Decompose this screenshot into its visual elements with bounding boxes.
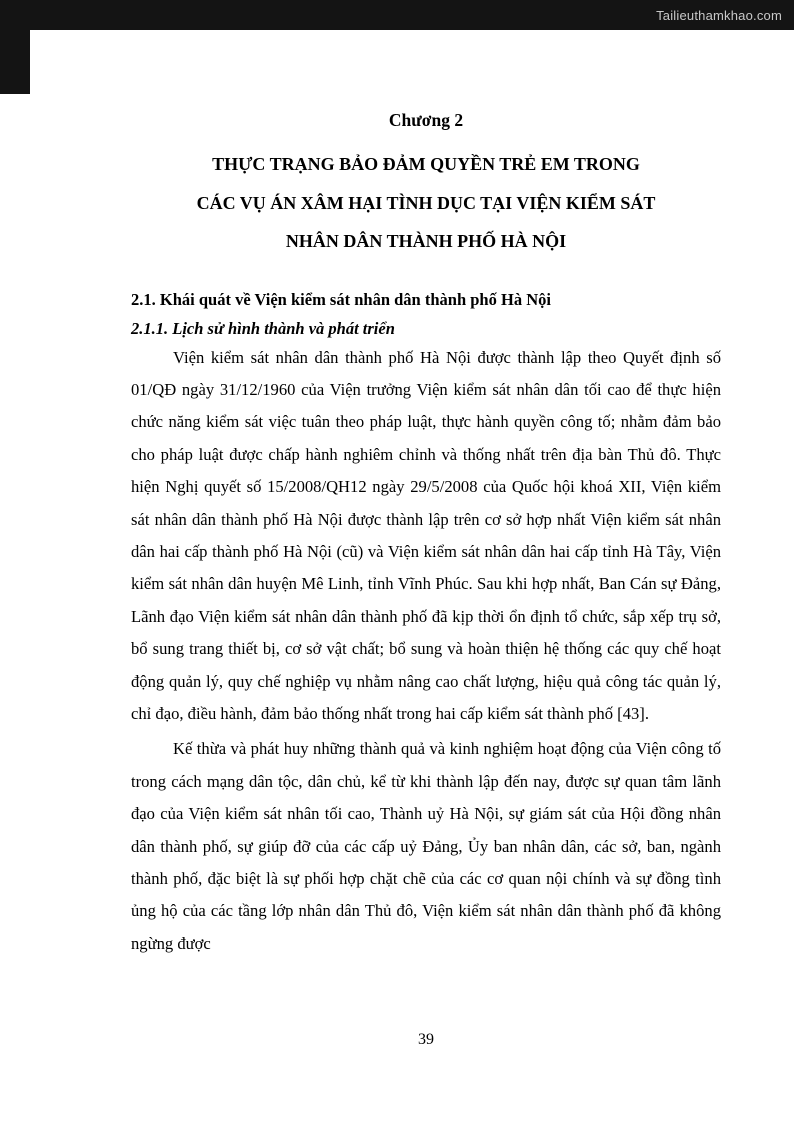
body-paragraph-1: Viện kiểm sát nhân dân thành phố Hà Nội được thành lập theo Quyết định số 01/QĐ ngày 31/12/1960 của Viện trưởng Viện kiểm sát nhân dân tối cao để thực hiện chức năng kiểm sát việc tuân theo pháp luật, thực hành quyền công tố; nhằm đảm bảo cho pháp luật được chấp hành nghiêm chỉnh và thống nhất trên địa bàn Thủ đô. Thực hiện Nghị quyết số 15/2008/QH12 ngày 29/5/2008 của Quốc hội khoá XII, Viện kiểm sát nhân dân thành phố Hà Nội được thành lập trên cơ sở hợp nhất Viện kiểm sát nhân dân hai cấp thành phố Hà Nội (cũ) và Viện kiểm sát nhân dân hai cấp tỉnh Hà Tây, Viện kiểm sát nhân dân huyện Mê Linh, tỉnh Vĩnh Phúc. Sau khi hợp nhất, Ban Cán sự Đảng, Lãnh đạo Viện kiểm sát nhân dân thành phố đã kịp thời ổn định tổ chức, sắp xếp trụ sở, bổ sung trang thiết bị, cơ sở vật chất; bổ sung và hoàn thiện hệ thống các quy chế hoạt động quản lý, quy chế nghiệp vụ nhằm nâng cao chất lượng, hiệu quả công tác quản lý, chỉ đạo, điều hành, đảm bảo thống nhất trong hai cấp kiểm sát thành phố [43]. bbox=[131, 347, 721, 723]
body-paragraph-2: Kế thừa và phát huy những thành quả và kinh nghiệm hoạt động của Viện công tố trong cách mạng dân tộc, dân chủ, kể từ khi thành lập đến nay, được sự quan tâm lãnh đạo của Viện kiểm sát nhân tối cao, Thành uỷ Hà Nội, sự giám sát của Hội đồng nhân dân thành phố, sự giúp đỡ của các cấp uỷ Đảng, Ủy ban nhân dân, các sở, ban, ngành thành phố, đặc biệt là sự phối hợp chặt chẽ của các cơ quan nội chính và sự đồng tình ủng hộ của các tầng lớp nhân dân Thủ đô, Viện kiểm sát nhân dân thành phố đã không ngừng được bbox=[131, 739, 721, 953]
chapter-label: Chương 2 bbox=[388, 110, 464, 130]
subsection-heading: 2.1.1. Lịch sử hình thành và phát triển bbox=[131, 318, 395, 338]
document-title-line-2: CÁC VỤ ÁN XÂM HẠI TÌNH DỤC TẠI VIỆN KIỂM SÁT bbox=[196, 192, 656, 213]
section-heading: 2.1. Khái quát về Viện kiểm sát nhân dân thành phố Hà Nội bbox=[131, 289, 551, 309]
page-content bbox=[131, 0, 721, 960]
top-left-corner-block bbox=[0, 30, 30, 94]
watermark-site-label: Tailieuthamkhao.com bbox=[656, 7, 782, 23]
document-title-line-3: NHÂN DÂN THÀNH PHỐ HÀ NỘI bbox=[285, 231, 567, 251]
document-title-line-1: THỰC TRẠNG BẢO ĐẢM QUYỀN TRẺ EM TRONG bbox=[212, 154, 640, 174]
document-title bbox=[131, 145, 721, 261]
page-number: 39 bbox=[418, 1031, 434, 1048]
